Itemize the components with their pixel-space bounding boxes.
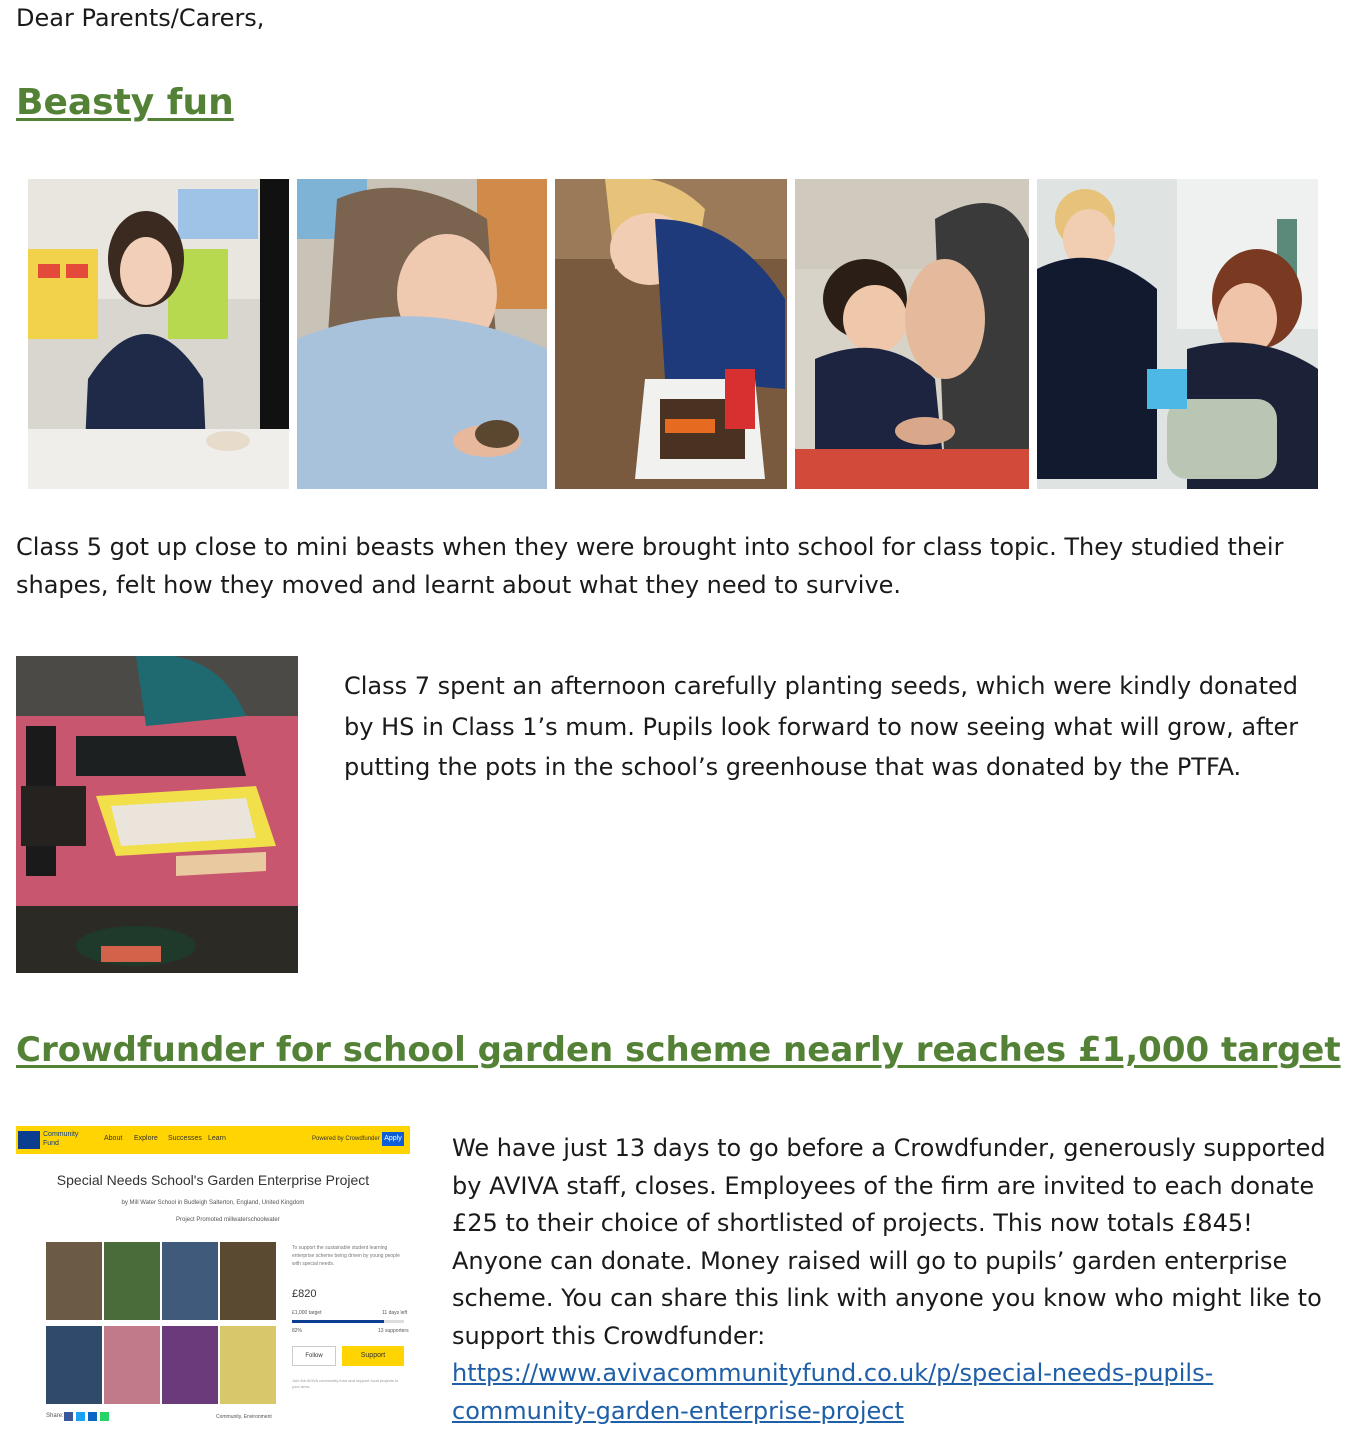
cf-apply-button: Apply [382, 1132, 404, 1146]
crowdfunder-screenshot [16, 1126, 410, 1440]
cf-photo-grid [46, 1242, 278, 1406]
crowdfunder-text: We have just 13 days to go before a Crowdfunder, generously supported by AVIVA staff, closes. Employees of the firm are invited to each donate £25 to their choice of shortlisted of projects. This now totals £845! Anyone can donate. Money raised will go to pupils’ garden enterprise scheme. You can share this link with anyone you know who might like to support this Crowdfunder: [452, 1134, 1326, 1350]
cf-grid-photo [46, 1242, 102, 1320]
beasty-fun-paragraph: Class 5 got up close to mini beasts when they were brought into school for class topic. They studied their shapes, felt how they moved and learnt about what they need to survive. [16, 533, 1284, 599]
greeting: Dear Parents/Carers, [16, 4, 265, 32]
logo-line-2: Fund [43, 1140, 59, 1147]
cf-fine-print: Join the AVIVA community fund and support local projects in your area. [292, 1378, 399, 1389]
facebook-icon [64, 1412, 73, 1421]
cf-grid-photo [46, 1326, 102, 1404]
twitter-icon [76, 1412, 85, 1421]
cf-category: Community, Environment [216, 1414, 272, 1420]
cf-grid-photo [220, 1326, 276, 1404]
cf-nav-learn: Learn [208, 1135, 226, 1142]
photo-boy-digging-soil [555, 179, 787, 489]
cf-nav-about: About [104, 1135, 123, 1142]
logo-line-1: Community [43, 1131, 79, 1138]
photo-boy-with-adult [795, 179, 1029, 489]
cf-amount-raised: £820 [292, 1288, 317, 1300]
cf-project-title: Special Needs School's Garden Enterprise Project [56, 1172, 370, 1188]
cf-grid-photo [162, 1242, 218, 1320]
cf-progress-fill [292, 1320, 384, 1323]
cf-blurb: To support the sustainable student learning enterprise scheme being driven by young people with special needs. [292, 1245, 400, 1267]
cf-powered-by: Powered by Crowdfunder [312, 1136, 380, 1142]
cf-support-button: Support [342, 1346, 404, 1366]
cf-grid-photo [104, 1326, 160, 1404]
whatsapp-icon [100, 1412, 109, 1421]
cf-grid-photo [220, 1242, 276, 1320]
photo-girl-with-playdough [28, 179, 289, 489]
photo-children-with-jar [1037, 179, 1318, 489]
cf-nav-successes: Successes [168, 1135, 202, 1142]
cf-grid-photo [104, 1242, 160, 1320]
cf-percent: 82% [292, 1328, 303, 1334]
cf-target: £1,000 target [292, 1310, 322, 1316]
cf-progress-bar [292, 1320, 404, 1323]
cf-project-subtitle: by Mill Water School in Budleigh Salterton, England, United Kingdom [121, 1200, 305, 1206]
cf-supporters: 13 supporters [378, 1328, 409, 1334]
cf-nav-explore: Explore [134, 1135, 158, 1142]
crowdfunder-paragraph [452, 1130, 1332, 1430]
aviva-logo-text [43, 1130, 78, 1148]
aviva-logo-icon [18, 1131, 40, 1149]
crowdfunder-link[interactable]: https://www.avivacommunityfund.co.uk/p/special-needs-pupils-community-garden-enterprise-project [452, 1359, 1214, 1425]
cf-share-label: Share: [46, 1413, 64, 1419]
cf-follow-button: Follow [292, 1346, 336, 1366]
linkedin-icon [88, 1412, 97, 1421]
heading-beasty-fun: Beasty fun [16, 82, 234, 123]
photo-planting-seeds-table [16, 656, 298, 973]
cf-project-tags: Project Promoted millwaterschoolwater [176, 1217, 280, 1223]
cf-grid-photo [162, 1326, 218, 1404]
cf-days-left: 11 days left [382, 1310, 408, 1316]
planting-seeds-paragraph: Class 7 spent an afternoon carefully planting seeds, which were kindly donated by HS in Class 1’s mum. Pupils look forward to now seeing what will grow, after putting the pots in the school’s greenhouse that was donated by the PTFA. [344, 672, 1299, 781]
photo-girl-holding-snail [297, 179, 547, 489]
heading-crowdfunder: Crowdfunder for school garden scheme nearly reaches £1,000 target [16, 1030, 1341, 1070]
